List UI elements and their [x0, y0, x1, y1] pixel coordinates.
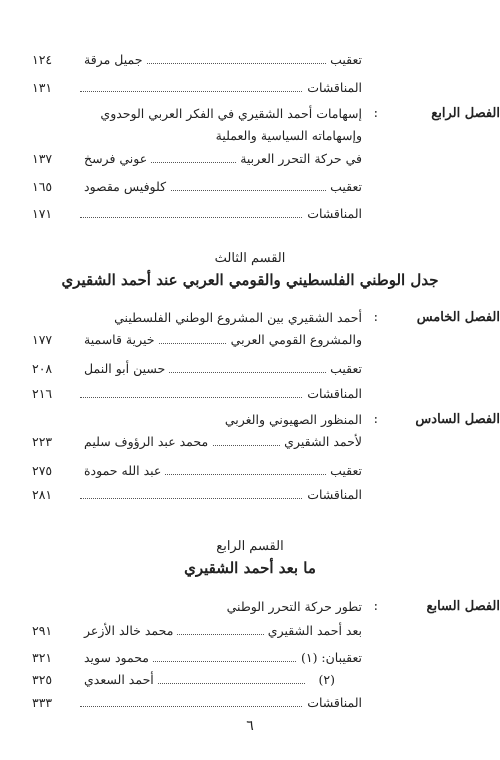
- entry-page-number: ٢١٦: [32, 386, 53, 401]
- toc-entry: [32, 359, 500, 379]
- entry-author: جميل مرقة: [80, 50, 146, 70]
- label-colon: :: [373, 599, 378, 614]
- entry-title: وإسهاماته السياسية والعملية: [212, 126, 362, 146]
- entry-title: إسهامات أحمد الشقيري في الفكر العربي الوحدوي: [96, 104, 362, 124]
- entry-page-number: ١٣١: [32, 80, 53, 95]
- entry-title: المناقشات: [303, 485, 362, 505]
- entry-title: المناقشات: [303, 78, 362, 98]
- entry-author: عبد الله حمودة: [80, 461, 165, 481]
- toc-entry: [32, 204, 500, 224]
- chapter-label: الفصل السادس: [415, 412, 500, 427]
- section-title: القسم الثالث: [214, 251, 286, 266]
- entry-title: تعقيب: [326, 461, 362, 481]
- entry-title: (٢): [315, 670, 336, 690]
- toc-entry: [32, 648, 500, 668]
- chapter-label: الفصل السابع: [426, 599, 500, 614]
- toc-entry: [32, 50, 500, 70]
- toc-entry: [32, 104, 500, 124]
- toc-entry: [32, 308, 500, 328]
- entry-page-number: ٢٧٥: [32, 463, 53, 478]
- entry-page-number: ١٣٧: [32, 151, 53, 166]
- section-subtitle: ما بعد أحمد الشقيري: [184, 559, 316, 577]
- section-subtitle: جدل الوطني الفلسطيني والقومي العربي عند أحمد الشقيري: [61, 271, 439, 289]
- entry-title: تطور حركة التحرر الوطني: [223, 597, 362, 617]
- entry-author: محمود سويد: [80, 648, 153, 668]
- entry-title: أحمد الشقيري بين المشروع الوطني الفلسطيني: [110, 308, 362, 328]
- entry-author: خيرية قاسمية: [80, 330, 159, 350]
- entry-title: المناقشات: [303, 384, 362, 404]
- label-colon: :: [373, 106, 378, 121]
- entry-page-number: ١٧٧: [32, 332, 53, 347]
- toc-entry: [32, 597, 500, 617]
- entry-title: تعقيب: [326, 177, 362, 197]
- entry-title: تعقيبان: (١): [297, 648, 362, 668]
- label-colon: :: [373, 310, 378, 325]
- entry-page-number: ٢٢٣: [32, 434, 53, 449]
- entry-page-number: ٢٨١: [32, 487, 53, 502]
- toc-entry: [32, 177, 500, 197]
- entry-author: محمد عبد الرؤوف سليم: [80, 432, 212, 452]
- entry-page-number: ١٢٤: [32, 52, 53, 67]
- toc-entry: [32, 693, 500, 713]
- chapter-label: الفصل الرابع: [431, 106, 500, 121]
- entry-title: لأحمد الشقيري: [280, 432, 362, 452]
- toc-entry: [32, 78, 500, 98]
- toc-entry: [32, 621, 500, 641]
- section-header: [0, 537, 500, 579]
- entry-title: المنظور الصهيوني والغربي: [221, 410, 362, 430]
- entry-page-number: ٣٣٣: [32, 695, 53, 710]
- entry-page-number: ٢٠٨: [32, 361, 53, 376]
- toc-entry: [32, 485, 500, 505]
- section-header: [0, 249, 500, 291]
- entry-title: تعقيب: [326, 50, 362, 70]
- page-number: ٦: [246, 718, 254, 734]
- entry-author: محمد خالد الأزعر: [80, 621, 177, 641]
- entry-page-number: ١٧١: [32, 206, 53, 221]
- toc-entry: [32, 330, 500, 350]
- entry-page-number: ٣٢٥: [32, 672, 53, 687]
- toc-entry: [32, 432, 500, 452]
- entry-title: والمشروع القومي العربي: [227, 330, 362, 350]
- entry-author: كلوفيس مقصود: [80, 177, 170, 197]
- chapter-label: الفصل الخامس: [416, 310, 500, 325]
- entry-title: المناقشات: [303, 693, 362, 713]
- entry-title: تعقيب: [326, 359, 362, 379]
- toc-entry: [32, 670, 500, 690]
- toc-entry: [32, 149, 500, 169]
- entry-author: عوني فرسخ: [80, 149, 151, 169]
- entry-author: أحمد السعدي: [80, 670, 158, 690]
- entry-page-number: ٢٩١: [32, 623, 53, 638]
- toc-entry: [32, 126, 500, 146]
- label-colon: :: [373, 412, 378, 427]
- toc-entry: [32, 384, 500, 404]
- section-title: القسم الرابع: [216, 539, 284, 554]
- entry-title: بعد أحمد الشقيري: [264, 621, 362, 641]
- entry-title: المناقشات: [303, 204, 362, 224]
- toc-entry: [32, 410, 500, 430]
- entry-title: في حركة التحرر العربية: [236, 149, 362, 169]
- entry-author: حسين أبو النمل: [80, 359, 169, 379]
- toc-entry: [32, 461, 500, 481]
- entry-page-number: ١٦٥: [32, 179, 53, 194]
- entry-page-number: ٣٢١: [32, 650, 53, 665]
